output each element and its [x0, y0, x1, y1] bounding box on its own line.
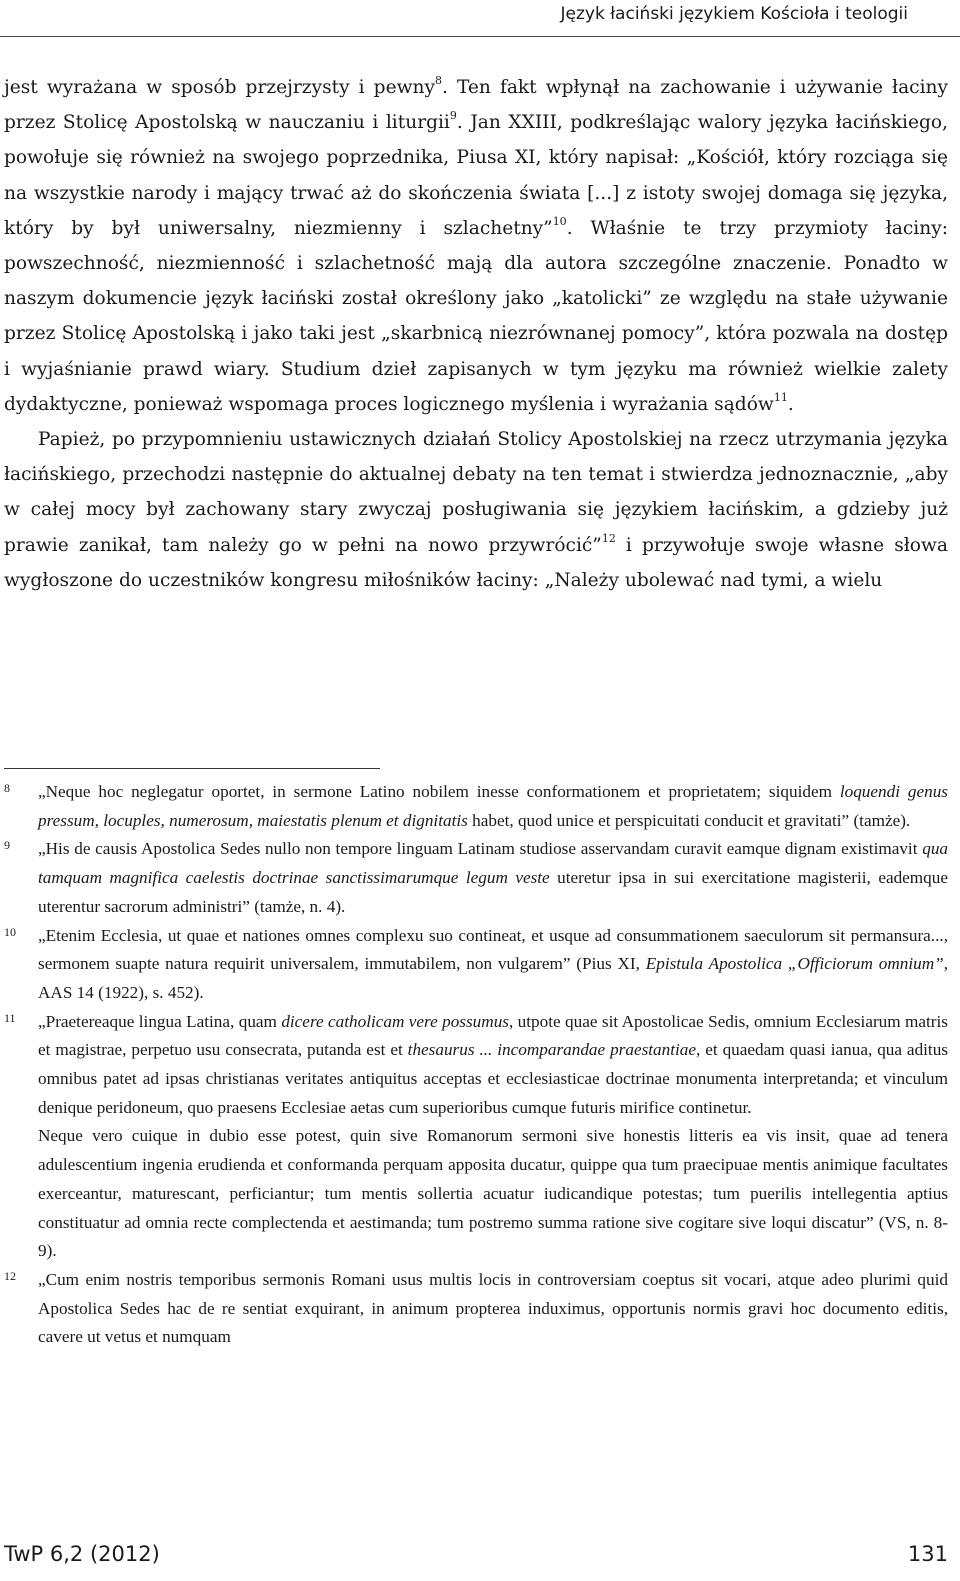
footnote-8: [4, 778, 948, 835]
paragraph-1: [4, 70, 948, 422]
italic-run: dicere catholicam vere possumus: [281, 1011, 509, 1031]
footnote-ref-9[interactable]: 9: [449, 109, 457, 123]
text-run: , utpote quae sit Apostolicae Sedis, omnium Ecclesiarum matris et magistrae, perpetuo usu consecrata, putanda est et: [38, 1011, 948, 1060]
footnote-paragraph: [38, 1008, 948, 1123]
footnote-number: 8: [4, 781, 10, 795]
text-run: i przywołuje swoje własne słowa wygłoszone do uczestników kongresu miłośników łaciny: „Należy ubolewać nad tymi, a wielu: [4, 534, 948, 591]
footnote-number: 10: [4, 924, 16, 939]
footnote-number: 9: [4, 838, 10, 853]
page-number: 131: [907, 1542, 948, 1566]
text-run: . Właśnie te trzy przymioty łaciny: powszechność, niezmienność i szlachetność mają dla autora szczególne znaczenie. Ponadto w naszym dokumencie język łaciński został określony jako „katolicki” ze względu na stałe używanie przez Stolicę Apostolską i jako taki jest „skarbnicą niezrównanej pomocy”, która pozwala na dostęp i wyjaśnianie prawd wiary. Studium dzieł zapisanych w tym języku ma również wielkie zalety dydaktyczne, ponieważ wspomaga proces logicznego myślenia i wyrażania sądów: [4, 217, 948, 415]
footnote-text: [38, 1008, 948, 1266]
footnote-12: [4, 1266, 948, 1352]
footnote-ref-11[interactable]: 11: [773, 390, 788, 404]
footnote-10: [4, 922, 948, 1008]
text-run: „Praetereaque lingua Latina, quam: [38, 1011, 282, 1031]
footnote-text: [38, 778, 948, 835]
italic-run: loquendi genus pressum, locuples, numerosum, maiestatis plenum et dignitatis: [38, 782, 948, 830]
footnote-text: [38, 1266, 948, 1352]
italic-run: thesaurus ... incomparandae praestantiae: [407, 1040, 697, 1060]
text-run: „Neque hoc neglegatur oportet, in sermone Latino nobilem inesse conformationem et proprietatem; siquidem: [38, 782, 840, 801]
footnotes: [4, 778, 948, 1352]
italic-run: qua tamquam magnifica caelestis doctrinae sanctissimarumque legum veste: [38, 839, 948, 888]
footnote-9: [4, 835, 948, 921]
footnote-text: [38, 922, 948, 1008]
text-run: „Etenim Ecclesia, ut quae et nationes omnes complexu suo contineat, et usque ad consummationem saeculorum sit permansura..., sermonem suapte natura requirit universalem, immutabilem, non vulgarem” (Pius XI,: [38, 925, 948, 974]
footnote-separator: [4, 768, 380, 769]
running-title: Język łaciński językiem Kościoła i teologii: [560, 4, 908, 24]
paragraph-2: [4, 422, 948, 598]
text-run: „His de causis Apostolica Sedes nullo non tempore linguam Latinam studiose asservandam curavit eamque dignam existimavit: [38, 839, 923, 859]
footnote-paragraph: Neque vero cuique in dubio esse potest, quin sive Romanorum sermoni sive honestis litteris ea vis insit, quae ad tenera adulescentium ingenia erudienda et conformanda perquam apposita ducatur, quippe qua tum praecipuae mentis animique facultates exerceantur, maturescant, perficiantur; tum mentis sollertia acuatur iudicandique potestas; tum puerilis intellegentia aptius constituatur ad omnia recte complectenda et aestimanda; tum postremo summa ratione sive cogitare sive loqui discatur” (VS, n. 8-9).: [38, 1126, 948, 1261]
italic-run: Epistula Apostolica „Officiorum omnium”: [645, 954, 944, 974]
footnote-11: [4, 1008, 948, 1266]
text-run: , et quaedam quasi ianua, qua aditus omnibus patet ad ipsas christianas veritates antiquitus acceptas et ecclesiasticae doctrinae monumenta interpretanda; et vinculum denique peridoneum, quo praesens Ecclesiae aetas cum superioribus cumque futuris mirifice continetur.: [38, 1040, 948, 1117]
footnote-text: [38, 835, 948, 921]
text-run: jest wyrażana w sposób przejrzysty i pewny: [4, 77, 435, 98]
footnote-ref-8[interactable]: 8: [434, 74, 442, 87]
header-rule: [0, 36, 960, 37]
footnote-number: 12: [4, 1268, 16, 1283]
text-run: .: [787, 393, 794, 415]
text-run: . Jan XXIII, podkreślając walory języka łacińskiego, powołuje się również na swojego poprzednika, Piusa XI, który napisał: „Kościół, który rozciąga się na wszystkie narody i mający trwać aż do skończenia świata [...] z istoty swojej domaga się języka, który by był uniwersalny, niezmienny i szlachetny”: [4, 112, 948, 239]
text-run: uteretur ipsa in sui exercitatione magisterii, eademque uterentur sacrorum administri” (tamże, n. 4).: [38, 868, 948, 916]
footnote-number: 11: [4, 1010, 16, 1025]
text-run: „Cum enim nostris temporibus sermonis Romani usus multis locis in controversiam coeptus sit vocari, atque adeo plurimi quid Apostolica Sedes hac de re sentiat exquirant, in animum propterea induximus, opportunis normis gravi hoc documento editis, cavere ut vetus et numquam: [38, 1269, 948, 1347]
footnote-ref-12[interactable]: 12: [601, 531, 616, 545]
text-run: habet, quod unice et perspicuitati conducit et gravitati” (tamże).: [467, 810, 911, 830]
journal-citation: TwP 6,2 (2012): [4, 1542, 160, 1566]
text-run: Papież, po przypomnieniu ustawicznych działań Stolicy Apostolskiej na rzecz utrzymania języka łacińskiego, przechodzi następnie do aktualnej debaty na ten temat i stwierdza jednoznacznie, „aby w całej mocy był zachowany stary zwyczaj posługiwania się językiem łacińskim, a gdzieby już prawie zanikał, tam należy go w pełni na nowo przywrócić”: [4, 429, 948, 556]
text-run: , AAS 14 (1922), s. 452).: [38, 954, 948, 1002]
text-run: . Ten fakt wpłynął na zachowanie i używanie łaciny przez Stolicę Apostolską w nauczaniu i liturgii: [4, 77, 948, 134]
footnote-ref-10[interactable]: 10: [552, 214, 567, 228]
main-text: [4, 70, 948, 598]
